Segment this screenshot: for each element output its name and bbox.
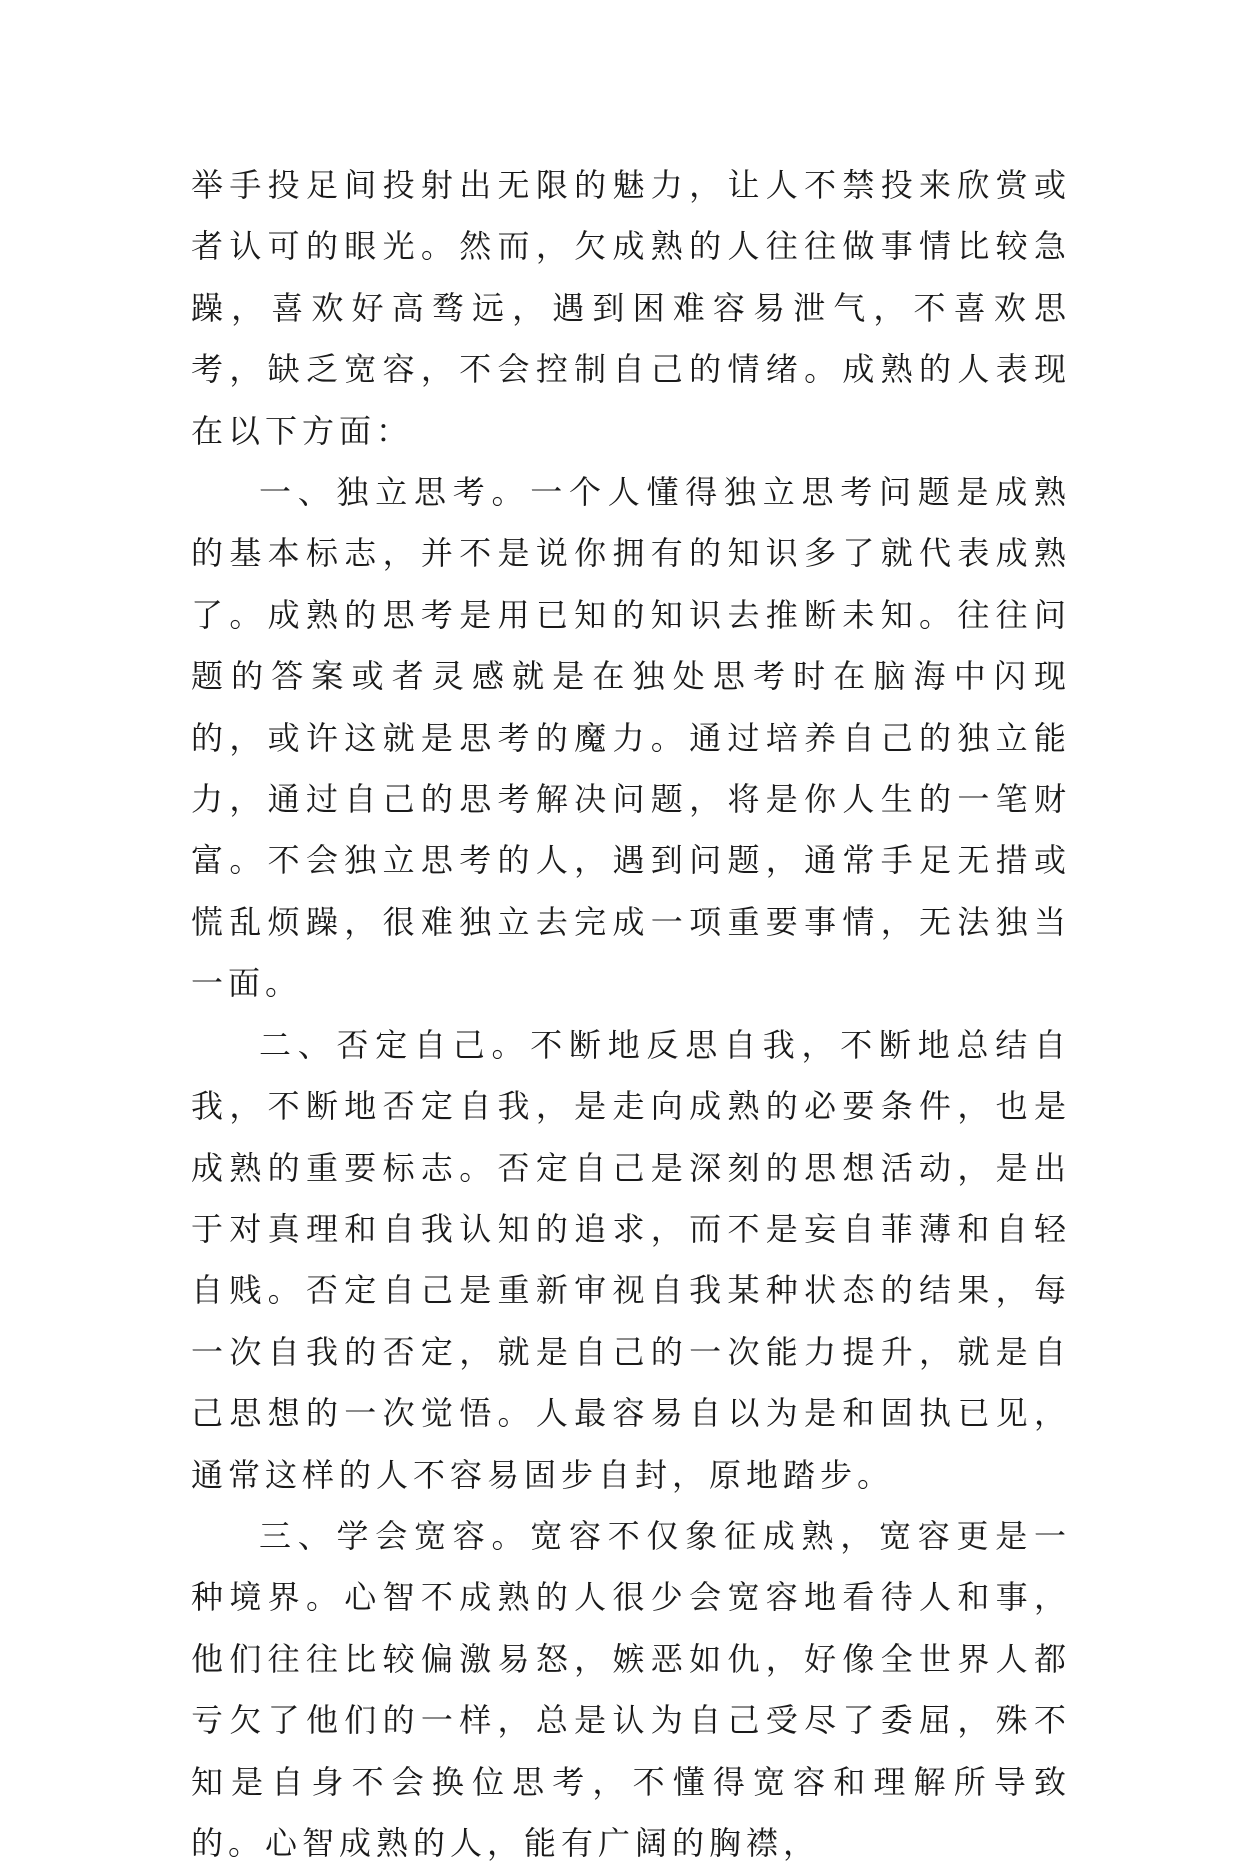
paragraph-independent-thinking: 一、独立思考。一个人懂得独立思考问题是成熟的基本标志，并不是说你拥有的知识多了就代表成熟了。成熟的思考是用已知的知识去推断未知。往往问题的答案或者灵感就是在独处思考时在脑海中闪现的，或许这就是思考的魔力。通过培养自己的独立能力，通过自己的思考解决问题，将是你人生的一笔财富。不会独立思考的人，遇到问题，通常手足无措或慌乱烦躁，很难独立去完成一项重要事情，无法独当一面。 bbox=[191, 473, 1071, 1003]
document-body bbox=[191, 155, 1071, 1874]
paragraph-tolerance: 三、学会宽容。宽容不仅象征成熟，宽容更是一种境界。心智不成熟的人很少会宽容地看待人和事，他们往往比较偏激易怒，嫉恶如仇，好像全世界人都亏欠了他们的一样，总是认为自己受尽了委屈，殊不知是自身不会换位思考，不懂得宽容和理解所导致的。心智成熟的人，能有广阔的胸襟， bbox=[191, 1516, 1071, 1862]
paragraph-intro: 举手投足间投射出无限的魅力，让人不禁投来欣赏或者认可的眼光。然而，欠成熟的人往往做事情比较急躁，喜欢好高骛远，遇到困难容易泄气，不喜欢思考，缺乏宽容，不会控制自己的情绪。成熟的人表现在以下方面： bbox=[191, 166, 1071, 450]
paragraph-self-negation: 二、否定自己。不断地反思自我，不断地总结自我，不断地否定自我，是走向成熟的必要条件，也是成熟的重要标志。否定自己是深刻的思想活动，是出于对真理和自我认知的追求，而不是妄自菲薄和自轻自贱。否定自己是重新审视自我某种状态的结果，每一次自我的否定，就是自己的一次能力提升，就是自己思想的一次觉悟。人最容易自以为是和固执已见，通常这样的人不容易固步自封，原地踏步。 bbox=[191, 1025, 1071, 1494]
